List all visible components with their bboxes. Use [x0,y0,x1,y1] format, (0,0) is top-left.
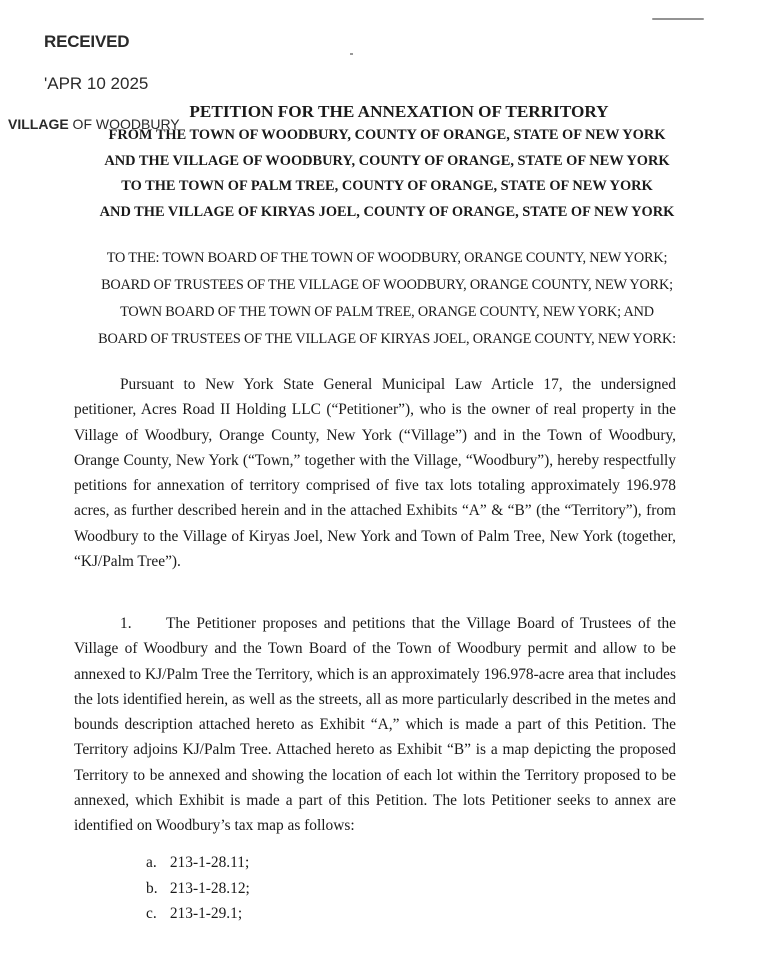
list-marker: c. [146,905,157,922]
tax-lot-list [146,850,250,927]
scan-artifact [350,53,353,55]
addressee-line: TOWN BOARD OF THE TOWN OF PALM TREE, ORANGE COUNTY, NEW YORK; AND [120,304,654,320]
addressee-block [0,245,774,353]
received-date-stamp: 'APR 10 2025 [44,74,149,93]
petition-main-title: PETITION FOR THE ANNEXATION OF TERRITORY [189,102,609,121]
tax-lot-number: 213-1-28.12; [169,879,250,897]
petition-title [0,101,774,225]
scan-artifact [652,18,704,20]
tax-lot-number: 213-1-28.11; [169,854,250,871]
intro-paragraph: Pursuant to New York State General Municipal Law Article 17, the undersigned petitioner, Acres Road II Holding LLC (“Petitioner”), who is the owner of real property in the Village of Woodbury, Orange County, New York (“Village”) and in the Town of Woodbury, Orange County, New York (“Town,” together with the Village, “Woodbury”), hereby respectfully petitions for annexation of territory comprised of five tax lots totaling approximately 196.978 acres, as further described herein and in the attached Exhibits “A” & “B” (the “Territory”), from Woodbury to the Village of Kiryas Joel, New York and Town of Palm Tree, New York (together, “KJ/Palm Tree”). [74,376,676,571]
received-stamp: RECEIVED [44,32,130,51]
title-line: TO THE TOWN OF PALM TREE, COUNTY OF ORANGE, STATE OF NEW YORK [121,178,653,194]
addressee-line: TO THE: TOWN BOARD OF THE TOWN OF WOODBURY, ORANGE COUNTY, NEW YORK; [106,250,668,266]
paragraph-number: 1. [120,615,132,632]
tax-lot-number: 213-1-29.1; [169,905,243,922]
village-stamp-rest: OF WOODBURY [68,116,180,132]
list-marker: a. [146,854,157,871]
village-stamp-bold: VILLAGE [8,116,69,132]
title-line: AND THE VILLAGE OF KIRYAS JOEL, COUNTY OF ORANGE, STATE OF NEW YORK [99,203,675,220]
title-line: FROM THE TOWN OF WOODBURY, COUNTY OF ORANGE, STATE OF NEW YORK [108,127,666,143]
addressee-line: BOARD OF TRUSTEES OF THE VILLAGE OF WOODBURY, ORANGE COUNTY, NEW YORK; [101,277,673,293]
paragraph-1 [74,611,676,839]
list-item [146,876,250,902]
paragraph-1-text: The Petitioner proposes and petitions that the Village Board of Trustees of the Village of Woodbury and the Town Board of the Town of Woodbury permit and allow to be annexed to KJ/Palm Tree the Territory, which is an approximately 196.978-acre area that includes the lots identified herein, as well as the streets, all as more particularly described in the metes and bounds description attached hereto as Exhibit “A,” which is made a part of this Petition. The Territory adjoins KJ/Palm Tree. Attached hereto as Exhibit “B” is a map depicting the proposed Territory to be annexed and showing the location of each lot within the Territory proposed to be annexed, which Exhibit is made a part of this Petition. The lots Petitioner seeks to annex are identified on Woodbury’s tax map as follows: [74,615,676,835]
list-item [146,850,250,876]
list-item [146,901,250,927]
addressee-line: BOARD OF TRUSTEES OF THE VILLAGE OF KIRYAS JOEL, ORANGE COUNTY, NEW YORK: [98,331,676,347]
title-line: AND THE VILLAGE OF WOODBURY, COUNTY OF ORANGE, STATE OF NEW YORK [104,152,670,169]
list-marker: b. [146,879,158,897]
